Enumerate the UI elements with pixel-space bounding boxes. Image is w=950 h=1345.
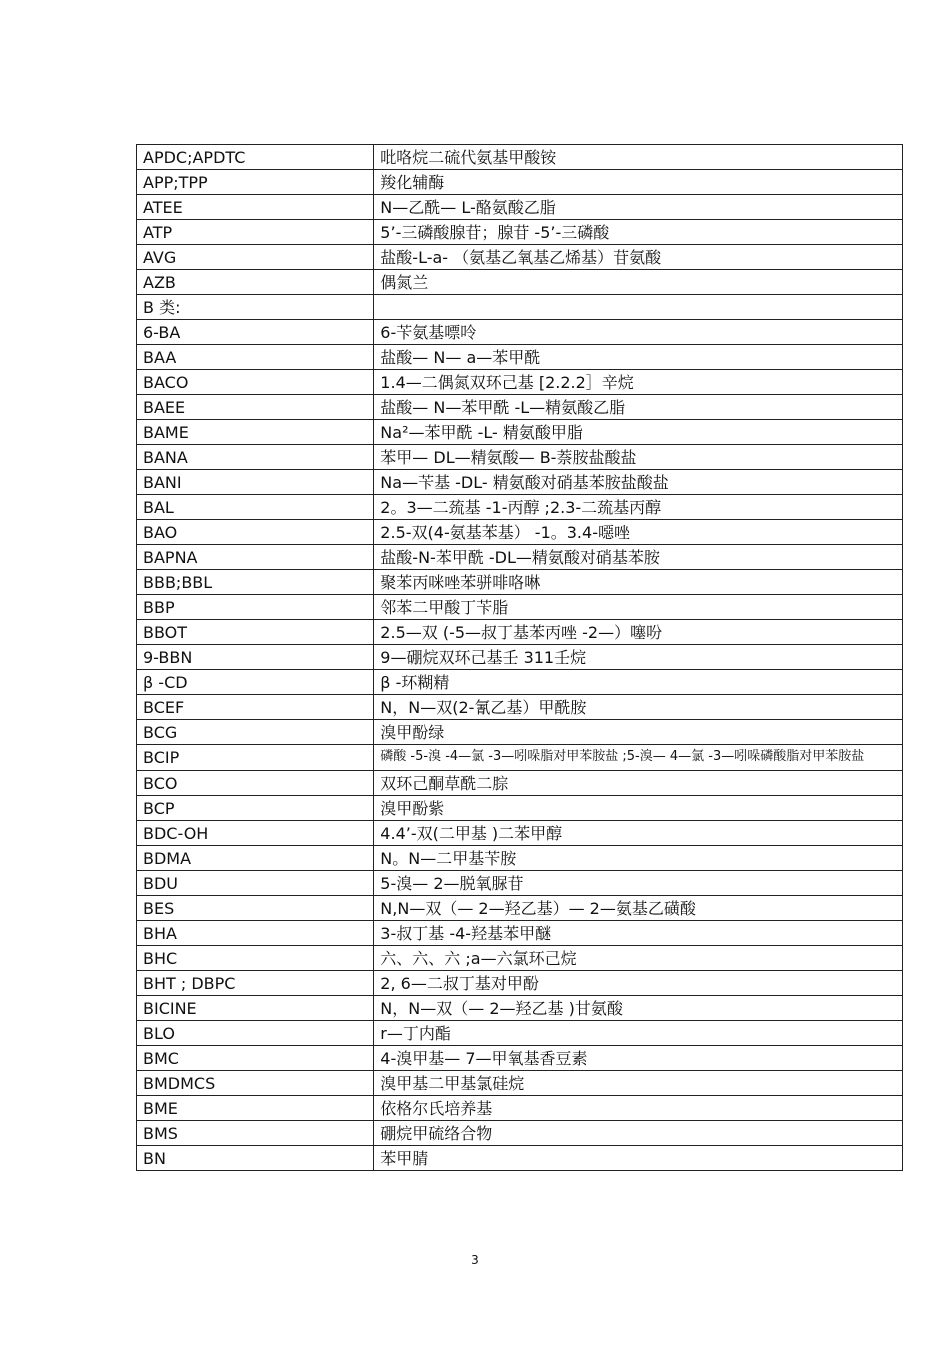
abbreviation-cell: 9-BBN — [137, 645, 374, 670]
table-row — [137, 245, 903, 270]
table-row — [137, 1121, 903, 1146]
table-row — [137, 320, 903, 345]
table-row — [137, 1096, 903, 1121]
abbreviation-cell: BICINE — [137, 996, 374, 1021]
compound-name-cell: 溴甲酚绿 — [374, 720, 903, 745]
table-row — [137, 570, 903, 595]
abbreviation-cell: BHA — [137, 921, 374, 946]
abbreviation-cell: ATEE — [137, 195, 374, 220]
table-row — [137, 796, 903, 821]
abbreviation-cell: ATP — [137, 220, 374, 245]
table-row — [137, 270, 903, 295]
table-row — [137, 620, 903, 645]
table-row — [137, 295, 903, 320]
abbreviation-cell: BCP — [137, 796, 374, 821]
abbreviation-cell: BHC — [137, 946, 374, 971]
abbreviation-cell: BCEF — [137, 695, 374, 720]
abbreviation-cell: BMS — [137, 1121, 374, 1146]
table-row — [137, 946, 903, 971]
abbreviation-cell: BACO — [137, 370, 374, 395]
abbreviation-cell: AVG — [137, 245, 374, 270]
table-row — [137, 921, 903, 946]
compound-name-cell: 双环己酮草酰二腙 — [374, 771, 903, 796]
abbreviation-cell: AZB — [137, 270, 374, 295]
abbreviation-cell: BDU — [137, 871, 374, 896]
compound-name-cell: 吡咯烷二硫代氨基甲酸铵 — [374, 145, 903, 170]
table-row — [137, 670, 903, 695]
table-body — [137, 145, 903, 1171]
abbreviation-cell: BN — [137, 1146, 374, 1171]
abbreviation-cell: BANA — [137, 445, 374, 470]
table-row — [137, 370, 903, 395]
compound-name-cell: 邻苯二甲酸丁苄脂 — [374, 595, 903, 620]
abbreviation-cell: B 类: — [137, 295, 374, 320]
table-row — [137, 821, 903, 846]
table-row — [137, 645, 903, 670]
compound-name-cell: 六、六、六 ;a—六氯环己烷 — [374, 946, 903, 971]
table-row — [137, 720, 903, 745]
compound-name-cell: 依格尔氏培养基 — [374, 1096, 903, 1121]
compound-name-cell: 2。3—二巯基 -1-丙醇 ;2.3-二巯基丙醇 — [374, 495, 903, 520]
table-row — [137, 846, 903, 871]
table-row — [137, 220, 903, 245]
compound-name-cell: 9—硼烷双环己基壬 311壬烷 — [374, 645, 903, 670]
compound-name-cell — [374, 295, 903, 320]
abbreviation-cell: BAPNA — [137, 545, 374, 570]
compound-name-cell: 硼烷甲硫络合物 — [374, 1121, 903, 1146]
abbreviation-cell: APDC;APDTC — [137, 145, 374, 170]
table-row — [137, 195, 903, 220]
table-row — [137, 145, 903, 170]
compound-name-cell: Na—苄基 -DL- 精氨酸对硝基苯胺盐酸盐 — [374, 470, 903, 495]
compound-name-cell: N—乙酰— L-酪氨酸乙脂 — [374, 195, 903, 220]
compound-name-cell: 2, 6—二叔丁基对甲酚 — [374, 971, 903, 996]
compound-name-cell: 2.5—双 (-5—叔丁基苯丙唑 -2—）噻吩 — [374, 620, 903, 645]
abbreviation-cell: BBB;BBL — [137, 570, 374, 595]
compound-name-cell: 聚苯丙咪唑苯骈啡咯啉 — [374, 570, 903, 595]
compound-name-cell: N。N—二甲基苄胺 — [374, 846, 903, 871]
table-row — [137, 695, 903, 720]
abbreviation-cell: BANI — [137, 470, 374, 495]
abbreviation-cell: BCG — [137, 720, 374, 745]
table-row — [137, 1071, 903, 1096]
table-row — [137, 1046, 903, 1071]
table-row — [137, 445, 903, 470]
table-row — [137, 1146, 903, 1171]
table-row — [137, 345, 903, 370]
compound-name-cell: 偶氮兰 — [374, 270, 903, 295]
table-row — [137, 896, 903, 921]
compound-name-cell: 4-溴甲基— 7—甲氧基香豆素 — [374, 1046, 903, 1071]
abbreviation-cell: BLO — [137, 1021, 374, 1046]
compound-name-cell: 溴甲酚紫 — [374, 796, 903, 821]
abbreviation-cell: BAO — [137, 520, 374, 545]
compound-name-cell: Na²—苯甲酰 -L- 精氨酸甲脂 — [374, 420, 903, 445]
compound-name-cell: N,N—双（— 2—羟乙基）— 2—氨基乙磺酸 — [374, 896, 903, 921]
table-row — [137, 996, 903, 1021]
abbreviation-cell: BHT ; DBPC — [137, 971, 374, 996]
compound-name-cell: 5’-三磷酸腺苷；腺苷 -5’-三磷酸 — [374, 220, 903, 245]
abbreviation-table — [136, 144, 903, 1171]
abbreviation-cell: APP;TPP — [137, 170, 374, 195]
abbreviation-cell: BES — [137, 896, 374, 921]
abbreviation-cell: BCO — [137, 771, 374, 796]
compound-name-cell: 3-叔丁基 -4-羟基苯甲醚 — [374, 921, 903, 946]
page-number: 3 — [471, 1253, 479, 1267]
table-row — [137, 170, 903, 195]
compound-name-cell: N，N—双(2-氰乙基）甲酰胺 — [374, 695, 903, 720]
table-row — [137, 1021, 903, 1046]
abbreviation-cell: BAEE — [137, 395, 374, 420]
table-row — [137, 971, 903, 996]
compound-name-cell: 2.5-双(4-氨基苯基） -1。3.4-噁唑 — [374, 520, 903, 545]
abbreviation-cell: BAL — [137, 495, 374, 520]
table-row — [137, 520, 903, 545]
compound-name-cell: 4.4’-双(二甲基 )二苯甲醇 — [374, 821, 903, 846]
compound-name-cell: 羧化辅酶 — [374, 170, 903, 195]
compound-name-cell: 盐酸-N-苯甲酰 -DL—精氨酸对硝基苯胺 — [374, 545, 903, 570]
compound-name-cell: 苯甲腈 — [374, 1146, 903, 1171]
compound-name-cell: 1.4—二偶氮双环己基 [2.2.2］辛烷 — [374, 370, 903, 395]
abbreviation-cell: BBP — [137, 595, 374, 620]
compound-name-cell: 苯甲— DL—精氨酸— B-萘胺盐酸盐 — [374, 445, 903, 470]
abbreviation-cell: BDC-OH — [137, 821, 374, 846]
abbreviation-cell: β -CD — [137, 670, 374, 695]
abbreviation-cell: BMDMCS — [137, 1071, 374, 1096]
compound-name-cell: 6-苄氨基嘌呤 — [374, 320, 903, 345]
abbreviation-cell: BMC — [137, 1046, 374, 1071]
table-row — [137, 420, 903, 445]
table-row — [137, 395, 903, 420]
compound-name-cell: N，N—双（— 2—羟乙基 )甘氨酸 — [374, 996, 903, 1021]
compound-name-cell: 磷酸 -5-溴 -4—氯 -3—吲哚脂对甲苯胺盐 ;5-溴— 4—氯 -3—吲哚磷酸脂对甲苯胺盐 — [374, 745, 903, 771]
table-row — [137, 771, 903, 796]
abbreviation-cell: BAA — [137, 345, 374, 370]
compound-name-cell: 盐酸— N—苯甲酰 -L—精氨酸乙脂 — [374, 395, 903, 420]
compound-name-cell: r—丁内酯 — [374, 1021, 903, 1046]
compound-name-cell: 盐酸— N— a—苯甲酰 — [374, 345, 903, 370]
abbreviation-cell: BBOT — [137, 620, 374, 645]
compound-name-cell: 溴甲基二甲基氯硅烷 — [374, 1071, 903, 1096]
table-row — [137, 745, 903, 771]
compound-name-cell: 5-溴— 2—脱氧脲苷 — [374, 871, 903, 896]
table-row — [137, 495, 903, 520]
table-row — [137, 871, 903, 896]
table-row — [137, 595, 903, 620]
compound-name-cell: β -环糊精 — [374, 670, 903, 695]
compound-name-cell: 盐酸-L-a- （氨基乙氧基乙烯基）苷氨酸 — [374, 245, 903, 270]
abbreviation-cell: BME — [137, 1096, 374, 1121]
abbreviation-cell: BCIP — [137, 745, 374, 771]
table-row — [137, 470, 903, 495]
abbreviation-cell: BDMA — [137, 846, 374, 871]
table-row — [137, 545, 903, 570]
abbreviation-cell: BAME — [137, 420, 374, 445]
abbreviation-cell: 6-BA — [137, 320, 374, 345]
